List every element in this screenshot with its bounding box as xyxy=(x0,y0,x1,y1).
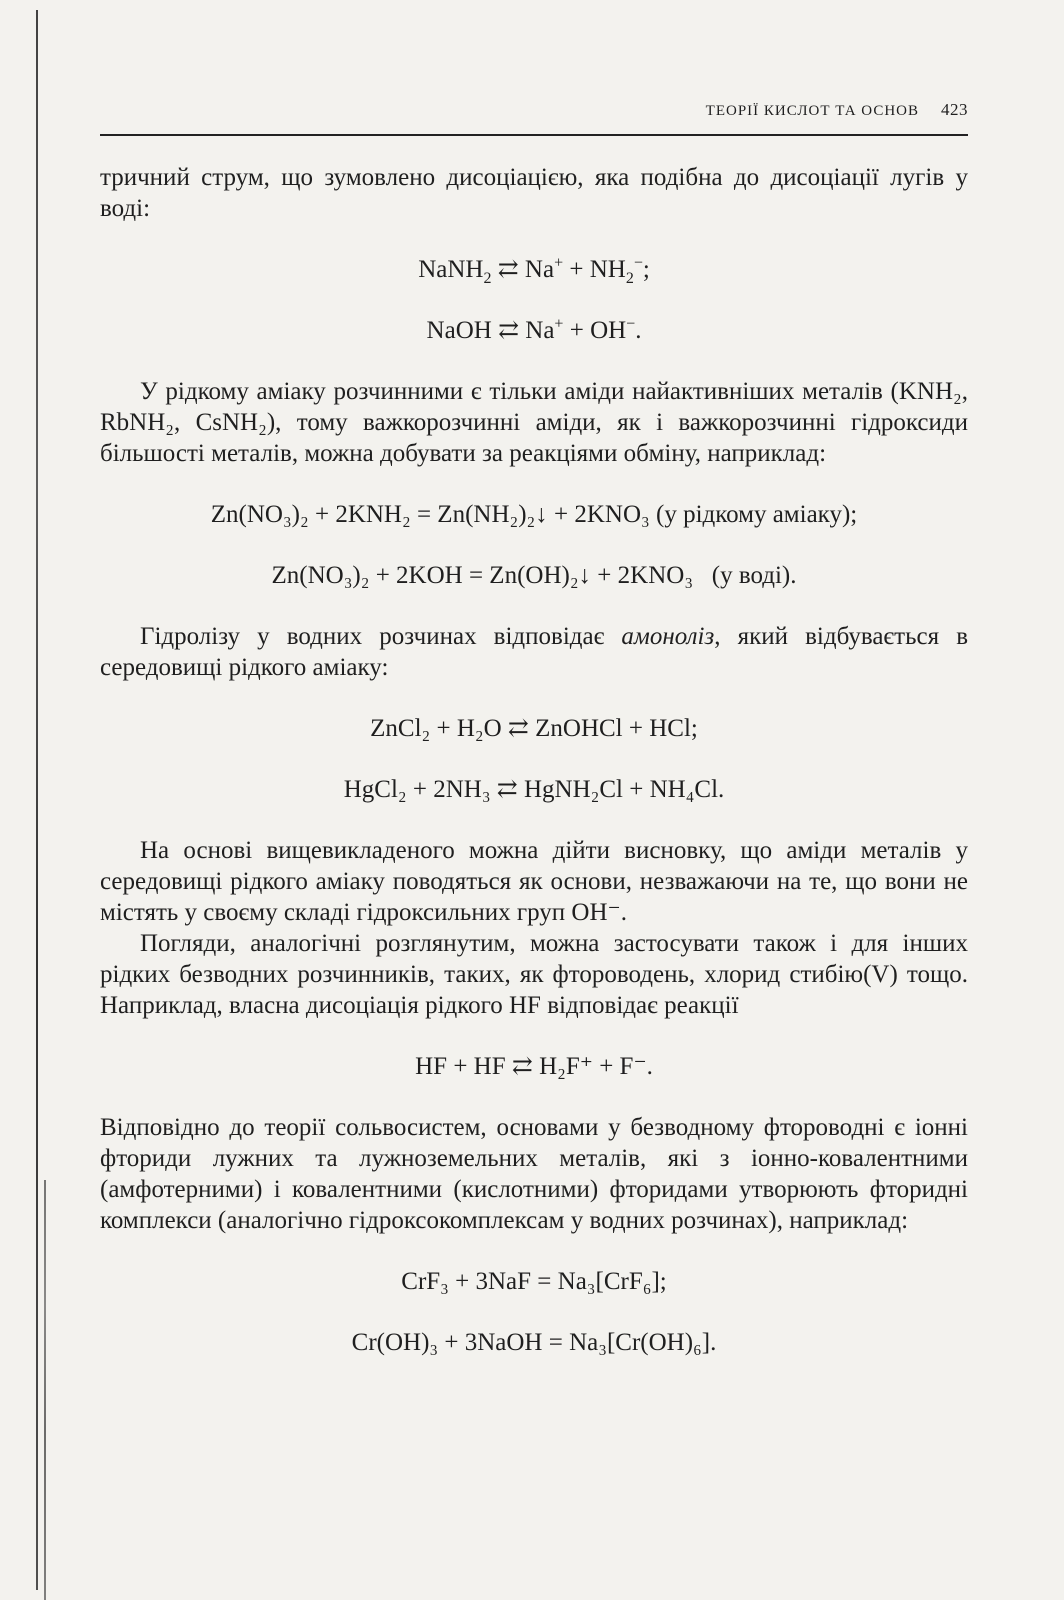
equation-5: ZnCl₂ + H₂O ⇄ ZnOHCl + HCl; xyxy=(370,715,698,742)
binding-margin-line xyxy=(36,10,38,1590)
paragraph-6: Відповідно до теорії сольвосистем, основами у безводному фтороводні є іонні фториди лужних та лужноземельних металів, які з іонно-ковалентними (амфотерними) і ковалентними (кислотними) фторидами утворюють фторидні комплекси (аналогічно гідроксокомплексам у водних розчинах), наприклад: xyxy=(100,1114,968,1234)
paragraph-4: На основі вищевикладеного можна дійти висновку, що аміди металів у середовищі рідкого аміаку поводяться як основи, незважаючи на те, що вони не містять у своєму складі гідроксильних груп OH⁻. xyxy=(100,837,968,926)
equation-9: Cr(OH)₃ + 3NaOH = Na₃[Cr(OH)₆]. xyxy=(351,1329,717,1356)
paragraph-2: У рідкому аміаку розчинними є тільки аміди найактивніших металів (KNH₂, RbNH₂, CsNH₂), тому важкорозчинні аміди, як і важкорозчинні гідроксиди більшості металів, можна добувати за реакціями обміну, наприклад: xyxy=(100,378,968,467)
equation-3: Zn(NO₃)₂ + 2KNH₂ = Zn(NH₂)₂↓ + 2KNO₃ (у рідкому аміаку); xyxy=(210,501,858,528)
equation-6: HgCl₂ + 2NH₃ ⇄ HgNH₂Cl + NH₄Cl. xyxy=(343,776,725,803)
equation-7: HF + HF ⇄ H₂F⁺ + F⁻. xyxy=(415,1053,653,1080)
book-page xyxy=(100,100,968,1388)
paragraph-5: Погляди, аналогічні розглянутим, можна застосувати також і для інших рідких безводних розчинників, таких, як фтороводень, хлорид стибію(V) тощо. Наприклад, власна дисоціація рідкого HF відповідає реакції xyxy=(100,930,968,1019)
equation-2: NaOH ⇄ Na+ + OH−. xyxy=(426,315,642,344)
paragraph-3: Гідролізу у водних розчинах відповідає амоноліз, який відбувається в середовищі рідкого аміаку: xyxy=(100,623,968,681)
term-amonoliz: амоноліз xyxy=(621,623,715,650)
equation-8: CrF₃ + 3NaF = Na₃[CrF₆]; xyxy=(401,1268,667,1295)
equation-1: NaNH$_2$ ⇄ $Na^+ + NH_2^-$; xyxy=(418,254,650,287)
running-head xyxy=(100,100,968,130)
running-head-title: ТЕОРІЇ КИСЛОТ ТА ОСНОВ xyxy=(705,103,919,119)
equation-4: Zn(NO₃)₂ + 2KOH = Zn(OH)₂↓ + 2KNO₃ (у воді). xyxy=(271,562,797,589)
header-rule xyxy=(100,134,968,136)
page-number: 423 xyxy=(941,100,968,119)
binding-margin-line-secondary xyxy=(44,1180,46,1600)
paragraph-1: тричний струм, що зумовлено дисоціацією, яка подібна до дисоціації лугів у воді: xyxy=(100,164,968,222)
